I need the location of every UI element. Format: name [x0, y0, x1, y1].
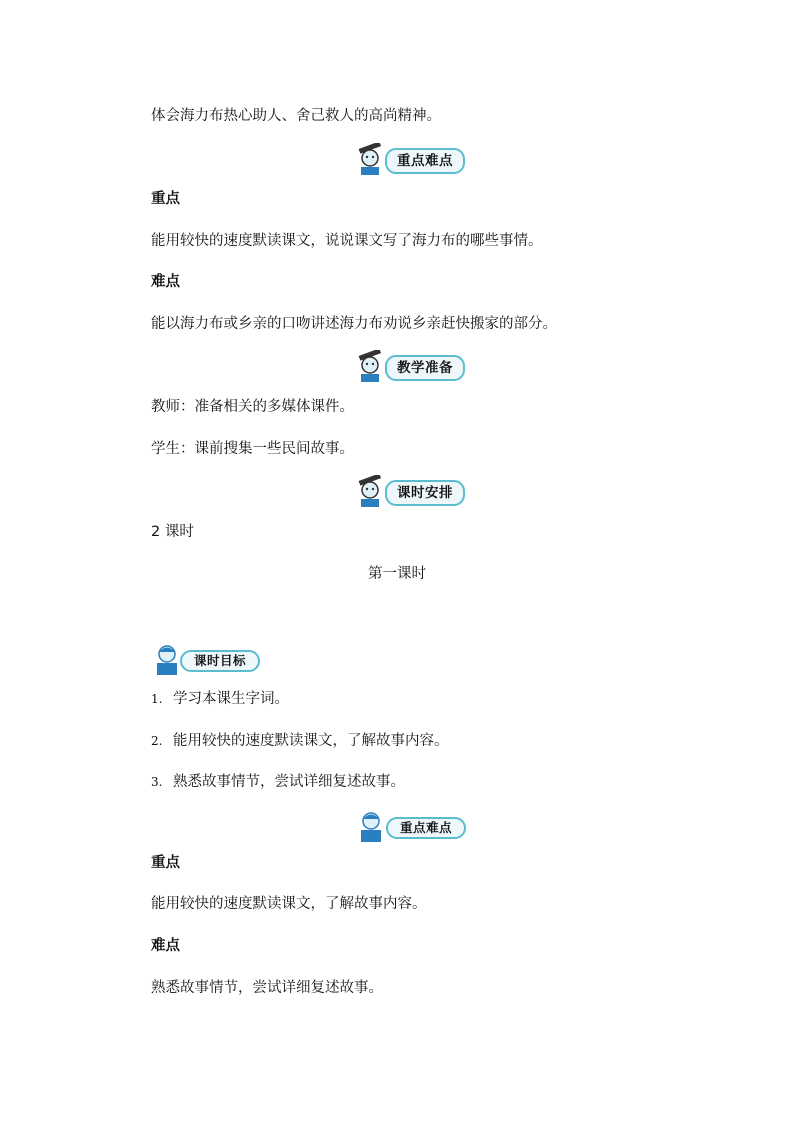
- badge-label: 重点难点: [386, 817, 466, 839]
- badge-label: 课时目标: [180, 650, 260, 672]
- badge-label: 课时安排: [385, 480, 465, 506]
- goal-item: [151, 772, 405, 792]
- section-badge-key-points-lesson: [356, 810, 468, 844]
- student-prep: 学生：课前搜集一些民间故事。: [151, 441, 354, 457]
- goal-text: 能用较快的速度默读课文，了解故事内容。: [173, 733, 449, 749]
- goal-item: [151, 731, 449, 751]
- key-label: 重点: [151, 855, 180, 871]
- key-label: 重点: [151, 191, 180, 207]
- difficult-text: 熟悉故事情节，尝试详细复述故事。: [151, 980, 383, 996]
- section-badge-goals: [152, 643, 262, 677]
- section-badge-preparation: [355, 350, 467, 384]
- difficult-label: 难点: [151, 274, 180, 290]
- student-figure-icon: [356, 810, 390, 844]
- teacher-figure-icon: [355, 350, 389, 384]
- lesson-hours: 2 课时: [151, 524, 194, 540]
- teacher-figure-icon: [355, 143, 389, 177]
- lesson-title: 第一课时: [368, 566, 426, 582]
- intro-line: 体会海力布热心助人、舍己救人的高尚精神。: [151, 108, 441, 124]
- difficult-text: 能以海力布或乡亲的口吻讲述海力布劝说乡亲赶快搬家的部分。: [151, 316, 557, 332]
- section-badge-schedule: [355, 475, 467, 509]
- badge-label: 教学准备: [385, 355, 465, 381]
- goal-number: 3.: [151, 775, 163, 789]
- goal-number: 1.: [151, 692, 163, 706]
- goal-item: [151, 689, 289, 709]
- difficult-label: 难点: [151, 938, 180, 954]
- badge-label: 重点难点: [385, 148, 465, 174]
- goal-number: 2.: [151, 734, 163, 748]
- section-badge-key-points: [355, 143, 467, 177]
- goal-text: 学习本课生字词。: [173, 691, 289, 707]
- teacher-figure-icon: [355, 475, 389, 509]
- goal-text: 熟悉故事情节，尝试详细复述故事。: [173, 774, 405, 790]
- key-text: 能用较快的速度默读课文，说说课文写了海力布的哪些事情。: [151, 233, 543, 249]
- teacher-prep: 教师：准备相关的多媒体课件。: [151, 399, 354, 415]
- key-text: 能用较快的速度默读课文，了解故事内容。: [151, 896, 427, 912]
